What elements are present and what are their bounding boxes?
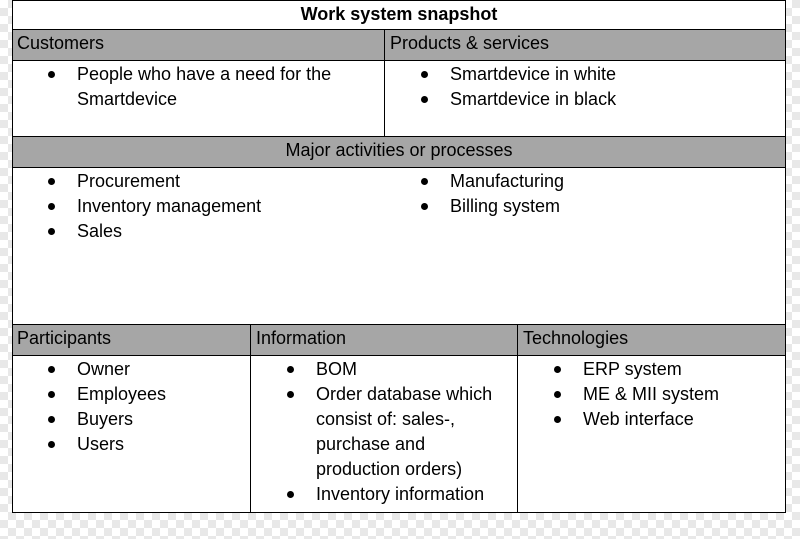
divider-line bbox=[12, 324, 786, 325]
information-header: Information bbox=[251, 325, 517, 355]
bullet-icon bbox=[48, 441, 55, 448]
list-item bbox=[385, 169, 785, 194]
list-item bbox=[385, 194, 785, 219]
list-item bbox=[518, 357, 786, 382]
bullet-icon bbox=[48, 416, 55, 423]
list-item bbox=[12, 432, 250, 457]
activities-list-right bbox=[385, 169, 785, 219]
bullet-icon bbox=[421, 71, 428, 78]
technologies-list bbox=[518, 357, 786, 432]
divider-line bbox=[12, 29, 786, 30]
participant-item-text: Users bbox=[77, 434, 125, 454]
activity-item-text: Inventory management bbox=[77, 196, 262, 216]
activity-item-text: Procurement bbox=[77, 171, 181, 191]
list-item bbox=[12, 357, 250, 382]
list-item bbox=[518, 382, 786, 407]
border-top bbox=[12, 0, 786, 1]
bullet-icon bbox=[48, 366, 55, 373]
products-services-header: Products & services bbox=[385, 30, 786, 60]
major-activities-header: Major activities or processes bbox=[12, 137, 786, 167]
bullet-icon bbox=[554, 366, 561, 373]
border-left bbox=[12, 0, 13, 513]
customer-item-text: People who have a need for the Smartdevice bbox=[77, 64, 332, 109]
activity-item-text: Sales bbox=[77, 221, 123, 241]
bullet-icon bbox=[421, 203, 428, 210]
product-item-text: Smartdevice in white bbox=[450, 64, 617, 84]
information-list bbox=[251, 357, 501, 507]
participant-item-text: Owner bbox=[77, 359, 131, 379]
list-item bbox=[251, 482, 501, 507]
bullet-icon bbox=[48, 203, 55, 210]
divider-line bbox=[12, 60, 786, 61]
list-item bbox=[12, 194, 384, 219]
list-item bbox=[12, 219, 384, 244]
participants-header: Participants bbox=[12, 325, 250, 355]
activity-item-text: Billing system bbox=[450, 196, 561, 216]
information-item-text: BOM bbox=[316, 359, 358, 379]
customers-header: Customers bbox=[12, 30, 384, 60]
list-item bbox=[251, 357, 501, 382]
list-item bbox=[12, 407, 250, 432]
bullet-icon bbox=[421, 96, 428, 103]
information-item-text: Inventory information bbox=[316, 484, 485, 504]
bullet-icon bbox=[287, 491, 294, 498]
list-item bbox=[251, 382, 501, 482]
list-item bbox=[12, 169, 384, 194]
bullet-icon bbox=[287, 391, 294, 398]
participant-item-text: Buyers bbox=[77, 409, 134, 429]
list-item bbox=[385, 62, 785, 87]
customers-list bbox=[12, 62, 357, 112]
border-right bbox=[785, 0, 786, 513]
divider-line bbox=[12, 355, 786, 356]
list-item bbox=[12, 62, 357, 112]
border-bottom bbox=[12, 512, 786, 513]
bullet-icon bbox=[48, 71, 55, 78]
list-item bbox=[12, 382, 250, 407]
technology-item-text: ERP system bbox=[583, 359, 682, 379]
participants-list bbox=[12, 357, 250, 457]
bullet-icon bbox=[421, 178, 428, 185]
product-item-text: Smartdevice in black bbox=[450, 89, 617, 109]
participant-item-text: Employees bbox=[77, 384, 167, 404]
bullet-icon bbox=[48, 391, 55, 398]
technologies-header: Technologies bbox=[518, 325, 786, 355]
bullet-icon bbox=[48, 228, 55, 235]
table-title: Work system snapshot bbox=[300, 4, 498, 24]
divider-line bbox=[384, 29, 385, 137]
divider-line bbox=[517, 324, 518, 513]
technology-item-text: ME & MII system bbox=[583, 384, 720, 404]
bullet-icon bbox=[554, 391, 561, 398]
bullet-icon bbox=[287, 366, 294, 373]
work-system-snapshot-table bbox=[12, 0, 786, 513]
products-services-list bbox=[385, 62, 785, 112]
bullet-icon bbox=[554, 416, 561, 423]
divider-line bbox=[12, 167, 786, 168]
technology-item-text: Web interface bbox=[583, 409, 694, 429]
list-item bbox=[385, 87, 785, 112]
bullet-icon bbox=[48, 178, 55, 185]
divider-line bbox=[250, 324, 251, 513]
divider-line bbox=[12, 136, 786, 137]
activities-list-left bbox=[12, 169, 384, 244]
list-item bbox=[518, 407, 786, 432]
information-item-text: Order database which consist of: sales-, purchase and production orders) bbox=[316, 384, 493, 479]
activity-item-text: Manufacturing bbox=[450, 171, 565, 191]
